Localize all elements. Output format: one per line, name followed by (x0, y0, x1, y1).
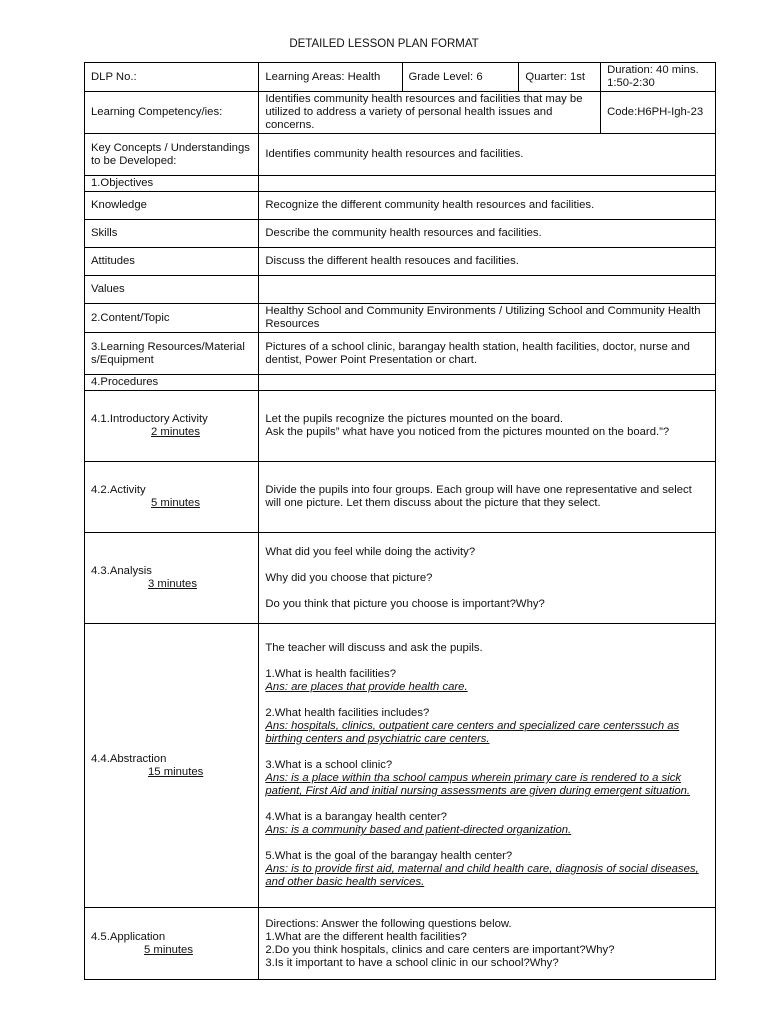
attitudes-label: Attitudes (85, 248, 259, 276)
attitudes-row (85, 248, 716, 276)
introductory-text-cell (259, 391, 716, 462)
objectives-heading-blank (259, 176, 716, 192)
introductory-minutes: 2 minutes (151, 426, 200, 438)
abstraction-q3: 3.What is a school clinic? (265, 759, 393, 771)
application-text-cell (259, 908, 716, 980)
analysis-q3: Do you think that picture you choose is important?Why? (265, 597, 545, 610)
content-row (85, 304, 716, 333)
procedures-heading: 4.Procedures (85, 375, 259, 391)
skills-row (85, 220, 716, 248)
values-label: Values (85, 276, 259, 304)
analysis-q1: What did you feel while doing the activity? (265, 545, 476, 558)
procedures-heading-row (85, 375, 716, 391)
duration-time: 1:50-2:30 (607, 77, 655, 89)
knowledge-row (85, 192, 716, 220)
duration-text: Duration: 40 mins. (607, 64, 699, 76)
analysis-label: 4.3.Analysis (91, 565, 152, 577)
abstraction-a1: Ans: are places that provide health care. (265, 681, 468, 693)
abstraction-intro: The teacher will discuss and ask the pupils. (265, 642, 483, 654)
abstraction-minutes: 15 minutes (148, 765, 204, 778)
analysis-q2: Why did you choose that picture? (265, 571, 433, 584)
key-concepts-row (85, 134, 716, 176)
key-concepts-label: Key Concepts / Understandings to be Developed: (85, 134, 259, 176)
analysis-label-cell (85, 533, 259, 624)
document-title: DETAILED LESSON PLAN FORMAT (289, 38, 479, 50)
abstraction-q5: 5.What is the goal of the barangay health center? (265, 850, 513, 862)
procedures-heading-blank (259, 375, 716, 391)
abstraction-text-cell (259, 624, 716, 908)
abstraction-a2: Ans: hospitals, clinics, outpatient care centers and specialized care centerssuch as birthing centers and psychiatric care centers. (265, 720, 680, 745)
introductory-line2: Ask the pupils” what have you noticed from the pictures mounted on the board.”? (265, 426, 670, 438)
content-text: Healthy School and Community Environments / Utilizing School and Community Health Resources (259, 304, 716, 333)
abstraction-a3: Ans: is a place within tha school campus wherein primary care is rendered to a sick patient, First Aid and initial nursing assessments are given during emergent situation. (265, 772, 691, 797)
key-concepts-text: Identifies community health resources and facilities. (259, 134, 716, 176)
competency-code: Code:H6PH-Igh-23 (601, 92, 716, 134)
content-label: 2.Content/Topic (85, 304, 259, 333)
objectives-heading-row (85, 176, 716, 192)
activity-minutes: 5 minutes (151, 497, 200, 509)
resources-label: 3.Learning Resources/Materials/Equipment (85, 333, 259, 375)
introductory-row (85, 391, 716, 462)
application-row (85, 908, 716, 980)
knowledge-text: Recognize the different community health resources and facilities. (259, 192, 716, 220)
competency-text: Identifies community health resources and facilities that may be utilized to address a variety of personal health issues and concerns. (259, 92, 601, 134)
resources-text: Pictures of a school clinic, barangay health station, health facilities, doctor, nurse and dentist, Power Point Presentation or chart. (259, 333, 716, 375)
application-label-cell (85, 908, 259, 980)
analysis-minutes: 3 minutes (148, 578, 197, 590)
skills-text: Describe the community health resources and facilities. (259, 220, 716, 248)
application-q1: 1.What are the different health facilities? (265, 930, 467, 943)
attitudes-text: Discuss the different health resouces and facilities. (259, 248, 716, 276)
lesson-plan-table (84, 62, 716, 980)
abstraction-q1: 1.What is health facilities? (265, 668, 396, 680)
knowledge-label: Knowledge (85, 192, 259, 220)
activity-text: Divide the pupils into four groups. Each group will have one representative and select will one picture. Let them discuss about the picture that they select. (259, 462, 716, 533)
application-directions: Directions: Answer the following questions below. (265, 917, 512, 930)
abstraction-label: 4.4.Abstraction (91, 752, 167, 765)
values-row (85, 276, 716, 304)
abstraction-a5: Ans: is to provide first aid, maternal and child health care, diagnosis of social diseases, and other basic health services. (265, 863, 699, 888)
activity-row (85, 462, 716, 533)
abstraction-label-cell (85, 624, 259, 908)
abstraction-a4: Ans: is a community based and patient-directed organization. (265, 824, 572, 836)
abstraction-row (85, 624, 716, 908)
abstraction-q4: 4.What is a barangay health center? (265, 811, 447, 823)
header-row (85, 63, 716, 92)
duration-cell (601, 63, 716, 92)
grade-level-cell: Grade Level: 6 (402, 63, 519, 92)
activity-label-cell (85, 462, 259, 533)
competency-row (85, 92, 716, 134)
introductory-line1: Let the pupils recognize the pictures mounted on the board. (265, 413, 564, 425)
introductory-label: 4.1.Introductory Activity (91, 413, 208, 425)
introductory-label-cell (85, 391, 259, 462)
dlp-no-cell: DLP No.: (85, 63, 259, 92)
application-label: 4.5.Application (91, 930, 166, 943)
analysis-row (85, 533, 716, 624)
skills-label: Skills (85, 220, 259, 248)
analysis-text-cell (259, 533, 716, 624)
resources-row (85, 333, 716, 375)
application-q3: 3.Is it important to have a school clinic in our school?Why? (265, 956, 559, 969)
objectives-heading: 1.Objectives (85, 176, 259, 192)
learning-areas-cell: Learning Areas: Health (259, 63, 402, 92)
application-q2: 2.Do you think hospitals, clinics and care centers are important?Why? (265, 943, 615, 956)
application-minutes: 5 minutes (144, 943, 193, 956)
values-text (259, 276, 716, 304)
abstraction-q2: 2.What health facilities includes? (265, 707, 430, 719)
competency-label: Learning Competency/ies: (85, 92, 259, 134)
quarter-cell: Quarter: 1st (519, 63, 601, 92)
activity-label: 4.2.Activity (91, 484, 146, 496)
